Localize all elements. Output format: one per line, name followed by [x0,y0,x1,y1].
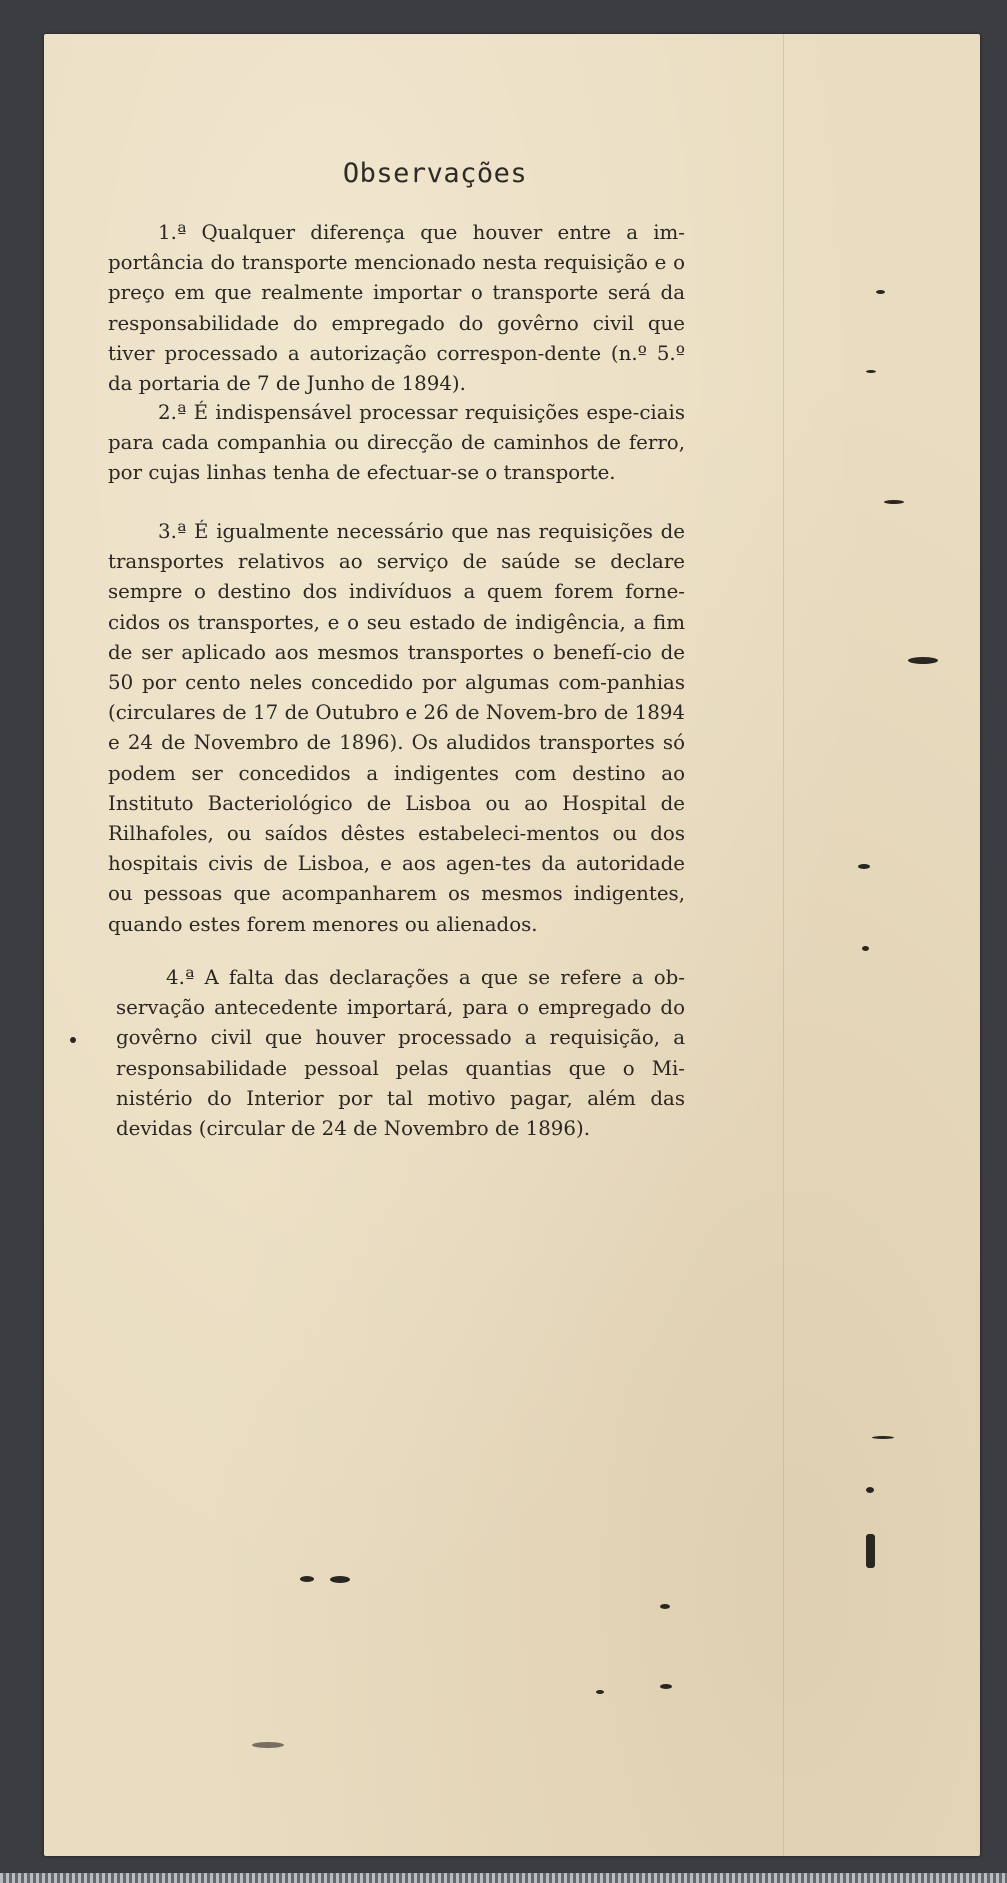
paper-speck [866,1534,875,1568]
observation-2: 2.ª É indispensável processar requisições espe-ciais para cada companhia ou direcção de caminhos de ferro, por cujas linhas tenha de efectuar-se o transporte. [108,401,685,485]
paper-speck [596,1690,604,1694]
observation-1: 1.ª Qualquer diferença que houver entre a im-portância do transporte mencionado nesta requisição e o preço em que realmente importar o transporte será da responsabilidade do empregado do govêrno civil que tiver processado a autorização correspon-dente (n.º 5.º da portaria de 7 de Junho de 1894). [108,221,685,396]
paper-speck [660,1684,672,1689]
paper-speck [858,864,870,869]
page-title: Observações [342,158,528,189]
paper-speck [252,1742,284,1748]
paper-speck [70,1037,76,1043]
paper-speck [300,1576,314,1582]
paper-speck [872,1436,894,1439]
paper-speck [862,946,869,951]
paper-speck [866,370,876,373]
observation-3: 3.ª É igualmente necessário que nas requisições de transportes relativos ao serviço de saúde se declare sempre o destino dos indivíduos a quem forem forne-cidos os transportes, e o seu estado de indigência, a fim de ser aplicado aos mesmos transportes o benefí-cio de 50 por cento neles concedido por algumas com-panhias (circulares de 17 de Outubro e 26 de Novem-bro de 1894 e 24 de Novembro de 1896). Os aludidos transportes só podem ser concedidos a indigentes com destino ao Instituto Bacteriológico de Lisboa ou ao Hospital de Rilhafoles, ou saídos dêstes estabeleci-mentos ou dos hospitais civis de Lisboa, e aos agen-tes da autoridade ou pessoas que acompanharem os mesmos indigentes, quando estes forem menores ou alienados. [108,520,685,936]
paper-speck [884,500,904,504]
paper-speck [330,1576,350,1583]
paper-speck [876,290,885,294]
paper-speck [866,1487,874,1493]
observation-4: 4.ª A falta das declarações a que se refere a ob-servação antecedente importará, para o empregado do govêrno civil que houver processado a requisição, a responsabilidade pessoal pelas quantias que o Mi-nistério do Interior por tal motivo pagar, além das devidas (circular de 24 de Novembro de 1896). [116,966,685,1141]
fold-crease [783,34,784,1856]
paper-speck [660,1604,670,1609]
paper-speck [908,657,938,664]
scan-edge-ruler [0,1873,1007,1883]
